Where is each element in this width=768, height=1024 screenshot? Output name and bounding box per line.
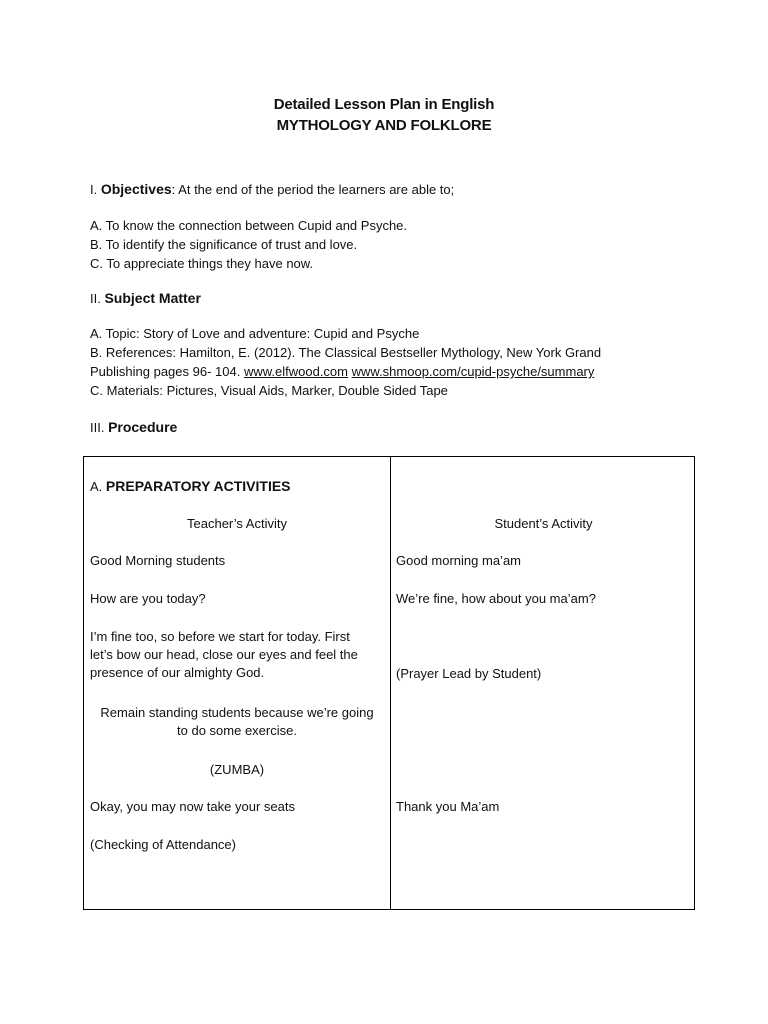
procedure-label: Procedure [108, 419, 178, 435]
teacher-remain-standing [84, 704, 390, 740]
student-thanks: Thank you Ma’am [396, 799, 500, 814]
teacher-remain-line: Remain standing students because we’re going [100, 705, 374, 720]
procedure-table [83, 456, 695, 910]
title-line-2: MYTHOLOGY AND FOLKLORE [276, 117, 492, 134]
title-line-1: Detailed Lesson Plan in English [273, 96, 495, 113]
objective-item: A. To know the connection between Cupid and Psyche. [90, 218, 408, 233]
student-prayer: (Prayer Lead by Student) [396, 666, 542, 681]
teacher-zumba: (ZUMBA) [209, 762, 265, 777]
references-pages: Publishing pages 96- 104. [90, 364, 244, 379]
teacher-remain-line: to do some exercise. [177, 723, 297, 738]
reference-link-elfwood[interactable]: www.elfwood.com [243, 364, 348, 379]
student-activity-header: Student’s Activity [494, 516, 593, 531]
procedure-heading [90, 418, 690, 437]
teacher-prayer-line: presence of our almighty God. [90, 665, 265, 680]
objectives-heading [90, 180, 690, 199]
student-greeting: Good morning ma’am [396, 553, 521, 568]
objectives-label: Objectives [100, 181, 172, 197]
reference-link-shmoop[interactable]: www.shmoop.com/cupid-psyche/summary [351, 364, 595, 379]
section-label: PREPARATORY ACTIVITIES [105, 478, 291, 494]
materials-line: C. Materials: Pictures, Visual Aids, Marker, Double Sided Tape [90, 383, 448, 398]
teacher-prayer-line: I’m fine too, so before we start for today. First [90, 629, 350, 644]
objective-item: C. To appreciate things they have now. [90, 256, 314, 271]
section-title [90, 477, 291, 496]
subject-matter-prefix: II. [90, 291, 105, 306]
objective-item: B. To identify the significance of trust and love. [90, 237, 358, 252]
teacher-how-are-you: How are you today? [90, 591, 206, 606]
references-line: B. References: Hamilton, E. (2012). The Classical Bestseller Mythology, New York Grand [90, 345, 602, 360]
teacher-take-seats: Okay, you may now take your seats [90, 799, 295, 814]
objectives-intro: : At the end of the period the learners are able to; [171, 182, 455, 197]
teacher-prayer-instruction [90, 628, 358, 682]
subject-matter-details [90, 324, 690, 400]
teacher-attendance: (Checking of Attendance) [90, 837, 236, 852]
section-prefix: A. [90, 479, 106, 494]
references-line-2 [90, 362, 690, 381]
objectives-list [90, 216, 690, 273]
objectives-prefix: I. [90, 182, 101, 197]
teacher-prayer-line: let’s bow our head, close our eyes and feel the [90, 647, 358, 662]
subject-matter-label: Subject Matter [104, 290, 201, 306]
teacher-activity-header: Teacher’s Activity [187, 516, 287, 531]
teacher-greeting: Good Morning students [90, 553, 226, 568]
topic-line: A. Topic: Story of Love and adventure: Cupid and Psyche [90, 326, 420, 341]
student-fine: We’re fine, how about you ma’am? [396, 591, 596, 606]
procedure-prefix: III. [90, 420, 109, 435]
subject-matter-heading [90, 289, 690, 308]
document-title [0, 94, 768, 136]
